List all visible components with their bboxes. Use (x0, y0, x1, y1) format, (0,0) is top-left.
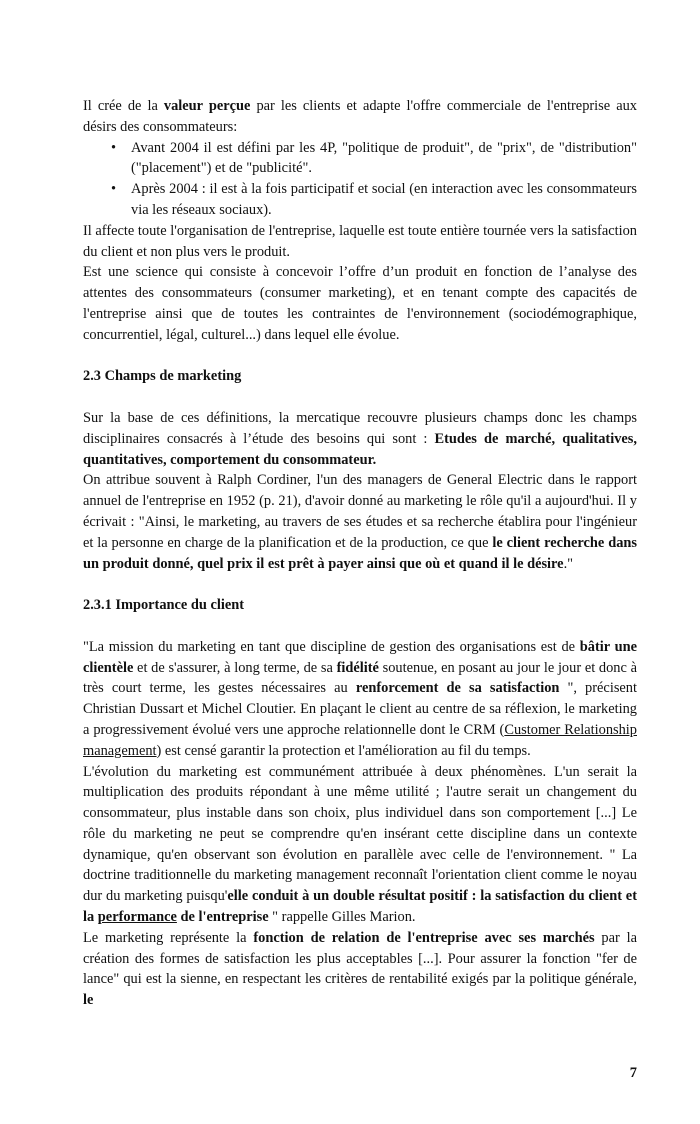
underlined-text: Customer Relationship management (83, 721, 637, 759)
bullet-item (83, 138, 637, 180)
paragraph (83, 262, 637, 345)
page-number: 7 (629, 1065, 637, 1082)
paragraph (83, 762, 637, 928)
bold-text: fidélité (336, 659, 379, 676)
text-run: "La mission du marketing en tant que discipline de gestion des organisations est de (83, 638, 580, 655)
text-run: " rappelle Gilles Marion. (268, 909, 416, 926)
bold-text: valeur perçue (163, 98, 251, 114)
section-heading-2-3: 2.3 Champs de marketing (83, 368, 242, 385)
document-page (83, 0, 637, 1124)
text-run: Le marketing représente la (83, 929, 254, 946)
bold-text: Etudes de marché, qualitatives, quantitatives, comportement du consommateur. (83, 430, 637, 468)
bold-text: bâtir une clientèle (83, 638, 638, 676)
text-run: soutenue, en posant au jour le jour et donc à très court terme, les gestes nécessaires au (83, 659, 637, 697)
bold-text: fonction de relation de l'entreprise avec ses marchés (253, 929, 595, 946)
bullet-item (83, 179, 637, 221)
paragraph (83, 637, 637, 762)
text-run: par les clients et adapte l'offre commerciale de l'entreprise aux désirs des consommateurs: (83, 98, 637, 135)
text-run: On attribue souvent à Ralph Cordiner, l'un des managers de General Electric dans le rapport annuel de l'entreprise en 1952 (p. 21), d'avoir donné au marketing le rôle qu'il a aujourd'hui. Il y écrivait : "Ainsi, le marketing, au travers de ses études et sa recherche établira pour l'ingénieur et la personne en charge de la planification et de la production, ce que (83, 472, 637, 551)
text-run: ", précisent Christian Dussart et Michel Cloutier. En plaçant le client au centre de sa réflexion, le marketing a progressivement évolué vers une approche relationnelle dont le CRM ( (83, 680, 638, 738)
paragraph (83, 928, 637, 1011)
text-run: Avant 2004 il est défini par les 4P, "politique de produit", de "prix", de "distribution" ("placement") et de "publicité". (131, 139, 637, 177)
text-run: et de s'assurer, à long terme, de sa (133, 659, 337, 676)
body-paragraphs (83, 221, 637, 346)
text-run: ." (563, 555, 574, 572)
intro-paragraphs (83, 96, 637, 138)
bold-text: le client recherche dans un produit donné, quel prix il est prêt à payer ainsi que où et quand il le désire (83, 534, 637, 572)
text-run: Après 2004 : il est à la fois participatif et social (en interaction avec les consommateurs via les réseaux sociaux). (131, 181, 637, 218)
section-heading-2-3-1: 2.3.1 Importance du client (83, 597, 245, 614)
bold-text: renforcement de sa satisfaction (355, 680, 560, 697)
bold-text: elle conduit à un double résultat positif : la satisfaction du client et la (83, 888, 637, 926)
text-run: Il affecte toute l'organisation de l'entreprise, laquelle est toute entière tournée vers la satisfaction du client et non plus vers le produit. (83, 222, 637, 260)
bold-text: de l'entreprise (176, 909, 269, 926)
paragraph (83, 96, 637, 138)
bullet-list (83, 138, 637, 221)
section-2-3-1-body (83, 637, 637, 1011)
text-run: ) est censé garantir la protection et l'amélioration au fil du temps. (156, 742, 531, 759)
text-run: Est une science qui consiste à concevoir l’offre d’un produit en fonction de l’analyse des attentes des consommateurs (consumer marketing), et en tenant compte des capacités de l'entreprise ainsi que de toutes les contraintes de l'environnement (sociodémographique, concurrentiel, légal, culturel...) dans lequel elle évolue. (83, 264, 637, 343)
section-2-3-body (83, 408, 637, 574)
paragraph (83, 408, 637, 470)
text-run: L'évolution du marketing est communément attribuée à deux phénomènes. L'un serait la multiplication des produits répondant à une même utilité ; l'autre serait un changement du consommateur, plus instable dans son choix, plus individuel dans son comportement [...] Le rôle du marketing ne peut se comprendre qu'en insérant cette discipline dans un contexte dynamique, qu'en observant son évolution en parallèle avec celle de l'environnement. " La doctrine traditionnelle du marketing management reconnaît l'orientation client comme le noyau dur du marketing puisqu' (83, 763, 637, 905)
bold-text: le (83, 992, 94, 1009)
paragraph (83, 470, 637, 574)
underlined-text: performance (97, 909, 177, 926)
text-run: par la création des formes de satisfaction les plus acceptables [...]. Pour assurer la fonction "fer de lance" qui est la sienne, en respectant les critères de rentabilité exigés par la politique générale, (83, 929, 638, 988)
text-run: Sur la base de ces définitions, la mercatique recouvre plusieurs champs donc les champs disciplinaires consacrés à l’étude des besoins qui sont : (83, 409, 637, 447)
paragraph (83, 221, 637, 263)
text-run: Il crée de la (83, 98, 164, 114)
